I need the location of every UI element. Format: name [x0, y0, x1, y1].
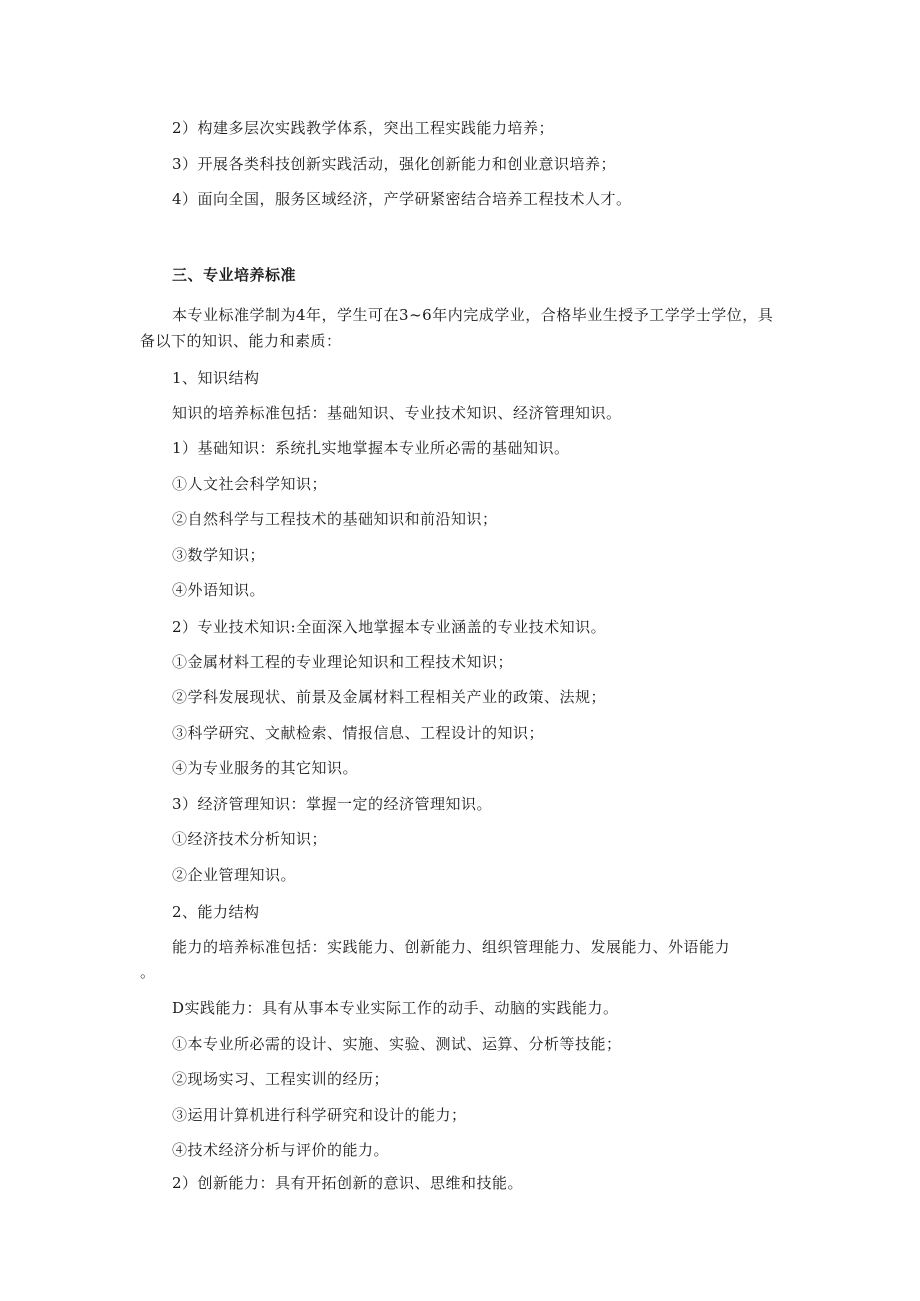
list-item-economic-analysis: ①经济技术分析知识； [172, 830, 328, 848]
list-item-mathematics: ③数学知识； [172, 546, 266, 564]
subheading-knowledge-structure: 1、知识结构 [172, 369, 260, 387]
list-item-research: ③科学研究、文献检索、情报信息、工程设计的知识； [172, 724, 545, 742]
paragraph-study-duration: 本专业标准学制为4年，学生可在3~6年内完成学业，合格毕业生授予工学学士学位，具 [172, 306, 774, 324]
list-item-practice-system: 2）构建多层次实践教学体系，突出工程实践能力培养； [172, 119, 555, 137]
list-item-metal-materials: ①金属材料工程的专业理论知识和工程技术知识； [172, 653, 514, 671]
list-item-economic-management: 3）经济管理知识：掌握一定的经济管理知识。 [172, 795, 493, 813]
list-item-regional-service: 4）面向全国，服务区域经济，产学研紧密结合培养工程技术人才。 [172, 190, 632, 208]
list-item-natural-science: ②自然科学与工程技术的基础知识和前沿知识； [172, 510, 498, 528]
subheading-ability-structure: 2、能力结构 [172, 903, 260, 921]
section-heading-training-standard: 三、专业培养标准 [172, 266, 297, 284]
list-item-enterprise-management: ②企业管理知识。 [172, 866, 297, 884]
list-item-practical-ability: D实践能力：具有从事本专业实际工作的动手、动脑的实践能力。 [172, 999, 619, 1017]
paragraph-ability-standard: 能力的培养标准包括：实践能力、创新能力、组织管理能力、发展能力、外语能力 [172, 938, 731, 956]
list-item-tech-economic-analysis: ④技术经济分析与评价的能力。 [172, 1141, 390, 1159]
list-item-design-skills: ①本专业所必需的设计、实施、实验、测试、运算、分析等技能； [172, 1035, 622, 1053]
list-item-computer-research: ③运用计算机进行科学研究和设计的能力； [172, 1106, 467, 1124]
list-item-basic-knowledge: 1）基础知识：系统扎实地掌握本专业所必需的基础知识。 [172, 439, 570, 457]
list-item-professional-knowledge: 2）专业技术知识:全面深入地掌握本专业涵盖的专业技术知识。 [172, 618, 607, 636]
paragraph-knowledge-standard: 知识的培养标准包括：基础知识、专业技术知识、经济管理知识。 [172, 404, 622, 422]
list-item-field-practice: ②现场实习、工程实训的经历； [172, 1070, 390, 1088]
paragraph-ability-standard-cont: 。 [140, 963, 156, 981]
list-item-humanities: ①人文社会科学知识； [172, 475, 328, 493]
list-item-foreign-language: ④外语知识。 [172, 581, 266, 599]
list-item-other-knowledge: ④为专业服务的其它知识。 [172, 759, 359, 777]
list-item-innovation-activities: 3）开展各类科技创新实践活动，强化创新能力和创业意识培养； [172, 155, 617, 173]
paragraph-study-duration-cont: 备以下的知识、能力和素质： [140, 332, 342, 350]
list-item-innovation-ability: 2）创新能力：具有开拓创新的意识、思维和技能。 [172, 1174, 524, 1192]
list-item-discipline-development: ②学科发展现状、前景及金属材料工程相关产业的政策、法规； [172, 688, 607, 706]
